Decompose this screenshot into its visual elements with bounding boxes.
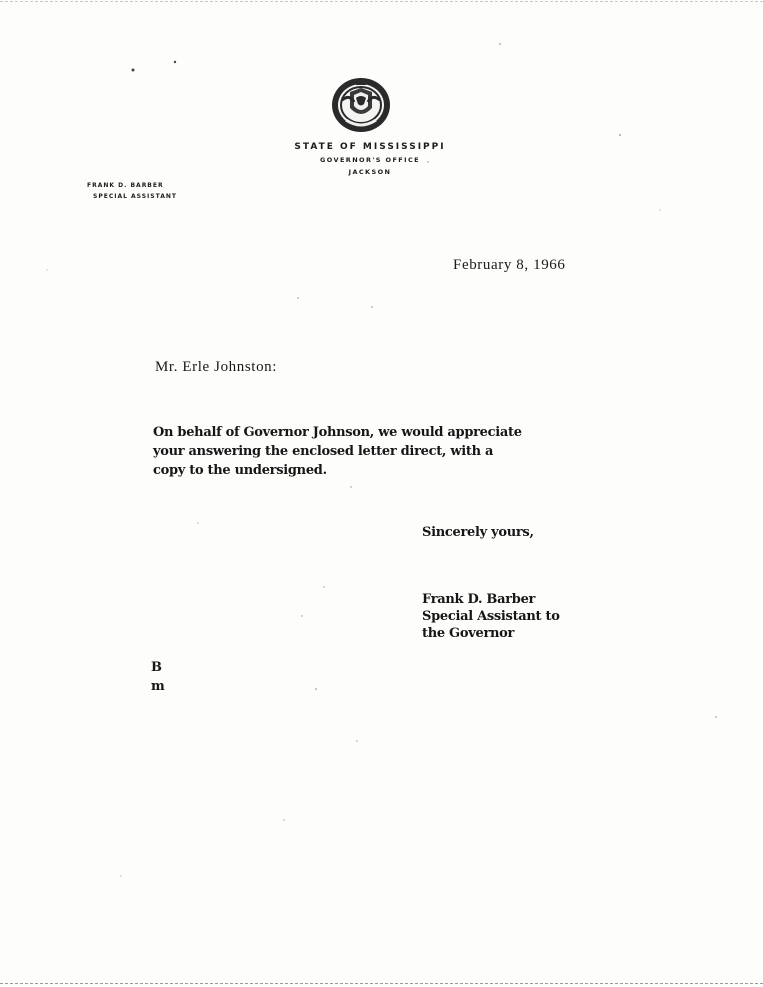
signature-block (422, 591, 560, 642)
letter-date: February 8, 1966 (453, 257, 566, 273)
sender-name: FRANK D. BARBER (87, 182, 164, 189)
letterhead-office: GOVERNOR'S OFFICE (320, 156, 420, 164)
signer-title: Special Assistant to (422, 609, 560, 624)
body-line: your answering the enclosed letter direct, with a (153, 444, 494, 459)
salutation: Mr. Erle Johnston: (155, 359, 278, 375)
sender-title: SPECIAL ASSISTANT (93, 193, 177, 200)
letterhead (270, 141, 470, 178)
initial-typist: m (151, 679, 165, 694)
state-seal-icon (328, 74, 394, 134)
letter-body (153, 423, 563, 480)
scan-bottom-edge (0, 983, 763, 984)
complimentary-close: Sincerely yours, (422, 525, 534, 540)
body-line: On behalf of Governor Johnson, we would appreciate (153, 425, 522, 440)
letterhead-city: JACKSON (348, 168, 392, 176)
signer-name: Frank D. Barber (422, 592, 536, 607)
scan-top-edge (0, 1, 763, 2)
letterhead-state: STATE OF MISSISSIPPI (294, 142, 446, 152)
reference-initials (151, 658, 165, 696)
body-line: copy to the undersigned. (153, 463, 327, 478)
signer-title-cont: the Governor (422, 626, 515, 641)
initial-author: B (151, 660, 162, 675)
